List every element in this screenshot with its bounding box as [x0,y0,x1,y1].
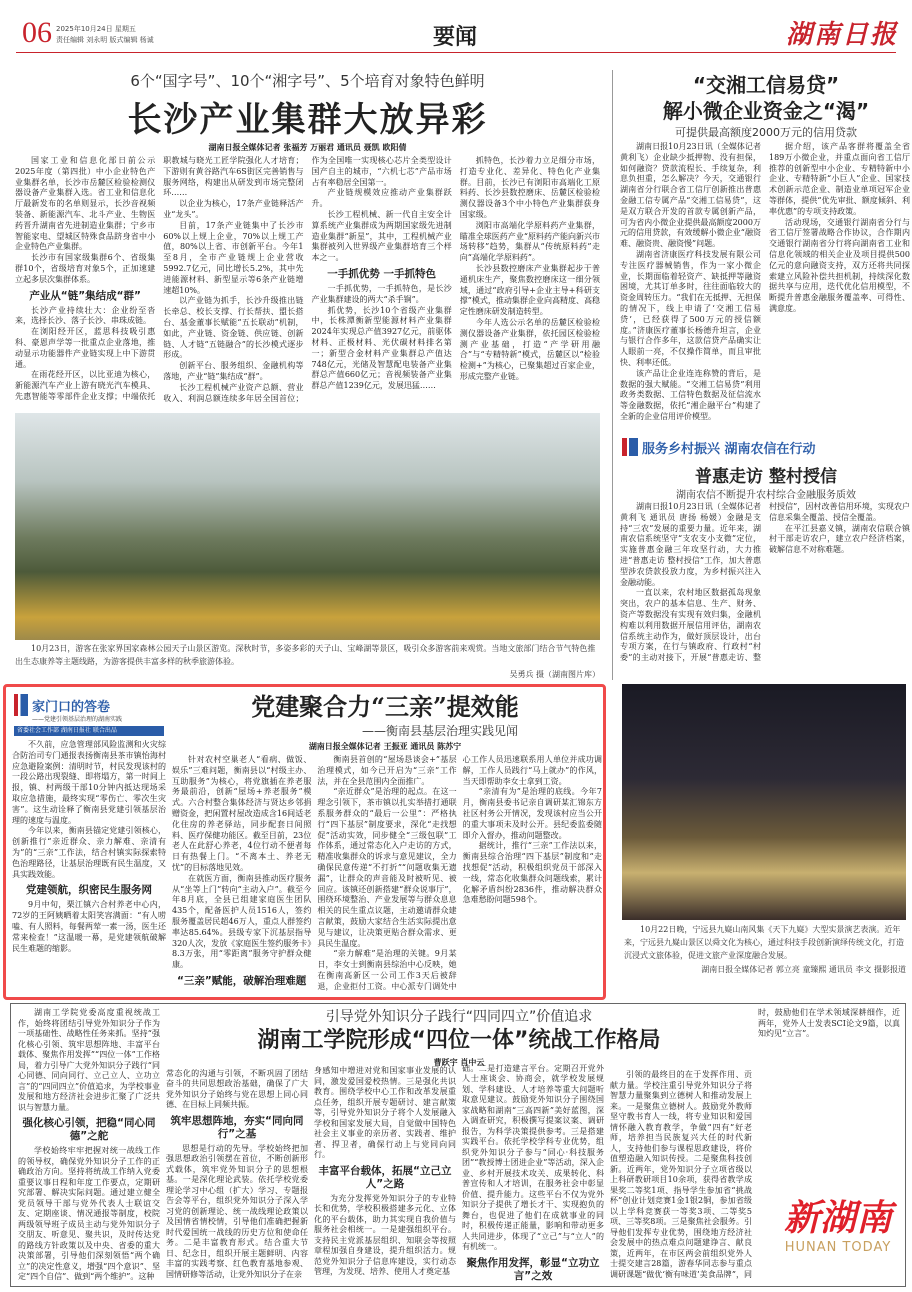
paragraph: “亲清有为”是治理的底线。今年7月，衡南县委书记亲自调研某汇锦东方社区村务公开情况，发现该村应当公开的重大事项未及时公开。县纪委监委随即介入督办，推动问题整改。 [462,787,602,840]
paragraph: 产业链规模效应推动产业集群跃升。 [311,188,452,209]
paragraph: 抓优势，长沙10个省级产业集群中，长株潭衡新型能源材料产业集群2024年实现总产值3927亿元，前驱体材料、正极材料、光伏碳材料排名第一；新型合金材料产业集群总产值达748亿元，光储及智慧配电装备产业集群总产值660亿元；音视频装备产业集群总产值1239亿元，发展迅猛…… [311,305,452,391]
top-headline: 长沙产业集群大放异彩 [127,100,488,140]
photo2-credit: 湖南日报全媒体记者 郭立亮 童臻熙 通讯员 李文 摄影报道 [701,965,906,974]
subheading: 筑牢思想阵地，夯实“同向同行”之基 [170,1114,304,1140]
logo-title: 家门口的答卷 [32,699,111,715]
paragraph: 长沙工程机械、新一代自主安全计算系统产业集群成为两期国家级先进制造业集群“新星”，其中，工程机械产业集群被列入世界级产业集群培育三个样本之一。 [311,209,452,263]
section-title: 要闻 [432,24,477,50]
top-body [15,156,600,410]
paragraph: 据统计，推行“三亲”工作法以来，衡南县综合治理“四下基层”制度和“走找想促”活动，积极组织党员干部深入一线，常态化收集群众问题线索，累计化解矛盾纠纷2836件，推动解决群众急难愁盼问题598个。 [462,841,602,905]
paragraph: 一手抓优势，一手抓特色，是长沙产业集群建设的两大“杀手锏”。 [311,283,452,304]
subheading: 一手抓优势 一手抓特色 [327,267,436,280]
paragraph: “亲力解难”是治理的关键。9月某日，李女士到衡南县综治中心反映，她在衡南高新区一公司工作3天后被辞退，企业拒付工资。中心派专门调处中心工作人员迅速联系用人单位并成功调解，工作人员践行“马上就办”的作风，当天即帮助李女士拿到工资。 [317,755,602,991]
paragraph: 浏阳市高端化学原料药产业集群，瞄准全球医药产业“原料药产能向新兴市场转移”趋势，集群从“传统原料药”走向“高端化学原料药”。 [459,220,600,263]
paragraph: 创新平台、服务组织、金融机构等落地，产业“链”集结成“群”。 [163,361,304,381]
jiuyi-performance-photo [622,684,906,920]
paragraph: 目前，17条产业链集中了长沙市60%以上规上企业，70%以上规工产值，80%以上省、市创新平台。今年1至8月，全市产业链规上企业营收5992.7亿元，同比增长5.2%，其中先进能源材料、新型显示等6条产业链增速超10%。 [163,220,304,295]
rural-banner [622,436,910,458]
paragraph: 9月中旬，栗江镇六合村养老中心内，72岁的王阿姨晒着太阳笑容满面：“有人唠嗑、有人照料，每餐两荤一素一汤，医生还常来检查！”这温暖一幕，是党建领航破解民生难题的缩影。 [12,900,166,953]
paragraph: 在平江县嘉义镇，湖南农信联合镇村干部走访农户，建立农户经济档案，破解信息不对称难题。 [769,523,910,555]
paragraph: 今年人选公示名单的岳麓区检验检测仪器设备产业集群，依托园区检验检测产业基础，打造“产学研用融合”与“专精特新”模式，岳麓区以“检验检测+”为核心，已聚集超过百家企业，形成完整产业链。 [459,317,600,381]
paragraph: 在浏阳经开区，蓝思科技吸引惠科、豪恩声学等一批重点企业落地，推动显示功能器件产业链实现上中下游贯通。 [15,327,156,369]
paragraph: 一直以来，农村地区数据孤岛现象突出，农户的基本信息、生产、财务、资产等数据没有实现有效归集，金融机构难以利用数据开展信用评估，湖南农信系统主动作为，做好顶层设计，出台专项方案，在行与镇政府、行政村“村委”的主动对接下，开展“普惠走访、整村授信”，因村改善信用环境，实现农户信息采集全覆盖、授信全覆盖。 [620,502,910,663]
paragraph: 国家工业和信息化部日前公示2025年度（第四批）中小企业特色产业集群名单，长沙市岳麓区检验检测仪器设备产业集群入选。省工业和信息化厅最新发布的名单则显示，长沙音视频装备、新能源汽车、北斗产业、生物医药晋升湖南省先进制造业集群；宁乡市智能家电、望城区特殊食品跻身省中小企业特色产业集群。 [15,156,156,252]
paragraph: 抓特色，长沙着力立足细分市场，打造专业化、差异化、特色化产业集群。目前，长沙已有浏阳市高端化工原料药、长沙县数控磨床、岳麓区检验检测仪器设备3个中小特色产业集群获身国家级。 [459,156,600,219]
paragraph: 衡南县首创的“屋场恳谈会+”基层治理模式，如今已开启为“三亲”工作法，并在全县范围内全面推广。 [317,755,457,786]
right-headline [620,72,912,124]
feature-subtitle: ——衡南县基层治理实践见闻 [361,724,518,738]
paragraph: 以企业为核心，17条产业链释活产业“龙头”。 [163,199,304,219]
feature-intro [12,740,166,954]
paragraph: 引领的最终目的在于发挥作用、贡献力量。学校注重引导党外知识分子将智慧力量聚集到立德树人和推动发展上来。一是聚焦立德树人。鼓励党外教师坚守教书育人一线，将专业知识和爱国情怀融入教育教学，争做“四有”好老师，培养担当民族复兴大任的时代新人，支持他们参与课程思政建设，将价值塑造融入知识传授。二是聚焦科技创新。近两年，党外知识分子立项省级以上科研教研项目10余项，获得省教学成果奖二等奖1项、指导学生参加省“挑战杯”创业计划竞赛1金1银2铜，参加省级以上学科竞赛获一等奖3项、二等奖5项、三等奖8项。三是聚焦社会服务。引导他们发挥专业优势，围绕地方经济社会发展中的热点难点问题建诤言、献良策，近两年，在市区两会前组织党外人士提交建言28篇，游春华同志参与重点调研课题“做优‘衡有味道’美食品牌”，同时，鼓励他们在学术领域深耕细作，近两年，党外人士发表SCI论文9篇，以真知灼见“立言”。 [610,1008,900,1279]
subheading: “三亲”赋能，破解治理难题 [177,974,307,987]
logo-org: 省委社会工作部 湖南日报社 联合出品 [14,726,164,736]
paragraph: 活动现场，交通银行湖南省分行与省工信厅签署战略合作协议，合作期内交通银行湖南省分行将向湖南省工业和信息化领域的相关企业及项目提供500亿元的意向融资支持，双方还将共同探索建立风险补偿共担机制，持续深化数据共享与应用，迭代优化信用模型，不断提升普惠金融服务覆盖率、可得性、满意度。 [769,217,910,313]
bottom-headline: 湖南工学院形成“四位一体”统战工作格局 [257,1028,661,1053]
feature-logo-icon [14,694,28,716]
paragraph: 为充分发挥党外知识分子的专业特长和优势，学校积极搭建多元化、立体化的平台载体，助力其实现自我价值与服务社会相统一。一是建强组织平台。支持民主党派基层组织、知联会等按照章程加强自身建设，提升组织活力。规范党外知识分子信息库建设，实行动态管理，为发现、培养、使用人才奠定基 础。二是打造建言平台。定期召开党外人士座谈会、协商会，就学校发展规划、学科建设、人才培养等重大问题听取意见建议。鼓励党外知识分子围绕国家战略和湖南“三高四新”美好蓝图，深入调查研究，积极撰写提案议案、调研报告，为科学决策提供参考。三是搭建实践平台。依托学校学科专业优势，组织党外知识分子参与“同心·科技服务团”“教授博士团进企业”等活动，深入企业、乡村开展技术攻关、成果转化、科普宣传和人才培训，在服务社会中彰显价值、提升能力。这些平台不仅为党外知识分子提供了增长才干、实现抱负的舞台，也促进了他们在成就事业的同时，积极传递正能量，影响和带动更多人共同进步，体现了“立己”与“立人”的有机统一。 [314,1008,604,1284]
paragraph: 不久前，应急管理部风险监测和火灾综合防治司专门通报表扬衡南县茶市镇怡海村应急避险案例：清明时节，村民发现该村的一段公路出现裂缝、即将塌方，第一时间上报，镇、村两级干部10分钟内抵达现场采取应急措施，最终实现“零伤亡、零次生灾害”。这生动诠释了衡南县党建引领基层治理的速度与温度。 [12,740,166,825]
right-subtitle: 可提供最高额度2000万元的信用贷款 [675,126,857,139]
paragraph: 湖南省济康医疗科技发展有限公司专注医疗器械销售，作为一家小微企业，长期面临着轻资产、缺抵押等融资困境，尤其订单多时，往往面临较大的资金周转压力。“我们在无抵押、无担保的情况下，线上申请了‘交湘工信易贷’，已经获得了500万元的授信额度。”济康医疗董事长杨德升坦言，企业与银行合作多年，这款信贷产品确实让人眼前一亮，不仅操作简单，而且审批快、利率还低。 [620,249,761,367]
photo2-caption: 10月22日晚，宁远县九嶷山南风集《天下九嶷》大型实景演艺表演。近年来，宁远县九嶷山景区以舜文化为核心，通过科技手段创新演绎传统文化，打造沉浸式文旅体验，促进文旅产业深度融合发展。 [624,925,904,960]
paragraph: 长沙县数控磨床产业集群起步于普通机床生产，聚焦数控磨床这一细分领域，通过“政府引导+企业主导+科研支撑”模式，推动集群企业向高精度、高稳定性磨床研发制造转型。 [459,263,600,317]
logo-subtitle: ——党建引领基层治理的湖南实践 [32,716,123,723]
banner-logo-icon [622,438,638,456]
editors: 责任编辑 刘永明 版式编辑 杨诚 [56,36,154,44]
feature-byline: 湖南日报全媒体记者 王振亚 通讯员 陈苏宁 [308,742,462,751]
header-meta [56,24,154,46]
subheading: 聚焦作用发挥，彰显“立功立言”之效 [466,1256,600,1282]
photo-credit: 吴勇兵 摄（湖南图片库） [509,670,600,679]
column-divider [612,70,613,680]
paragraph: 针对农村空巢老人“看病、做饭、娱乐”三难问题，衡南县以“村级主办、互助服务”为核心，将党旗插在养老服务最前沿，创新“屋场+养老服务”模式。六合村整合集体经济与贤达乡邻捐赠资金，把闲置村屋改造成含16间适老化住房的养老驿站，同步配套日间照料、医疗保健功能区。截至目前，23位老人在此舒心养老，4位行动不便者每日有热餐上门。“不离本土、养老无忧”的目标落地见效。 [172,755,312,872]
watermark-logo: 新湖南 [783,1197,892,1239]
tianzi-mountain-photo [15,413,600,640]
page-number: 06 [22,16,52,49]
paragraph: 长沙产业持续壮大：企业纷至沓来，选择长沙、落子长沙、串珠成链。 [15,305,156,326]
top-byline: 湖南日报全媒体记者 张福芳 万丽君 通讯员 聂凯 欧阳倩 [208,143,407,152]
banner-text: 服务乡村振兴 湖南农信在行动 [642,441,816,457]
rural-body [620,502,910,680]
watermark-sub: HUNAN TODAY [784,1240,892,1255]
paragraph: “亲近群众”是治理的起点。在这一理念引领下，茶市镇以扎实举措打通联系服务群众的“最后一公里”：严格执行“四下基层”制度要求，深化“走找想促”活动实效，同步健全“三级包联”工作体系，通过常态化入户走访的方式，精准收集群众的诉求与意见建议，全力确保民意传递“不打折”“问题收集无遗漏”，让群众的声音能及时被听见、被回应。该镇还创新搭建“群众说事厅”，围绕环境整治、产业发展等与群众息息相关的民生重点议题，主动邀请群众建言献策，鼓励大家结合生活实际提出意见与建议，让决策更贴合群众需求、更具民生温度。 [317,787,457,948]
paragraph: 湖南日报10月23日讯（全媒体记者 黄利飞 通讯员 唐扬 杨媛）金融是支持“三农”发展的重要力量。近年来，湖南农信系统坚守“支农支小支微”定位，实施普惠金融三年攻坚行动，大力推进“普惠走访 整村授信”工作，加大普惠型涉农贷款投放力度，为乡村振兴注入金融动能。 [620,502,761,587]
header-rule [16,52,896,53]
rural-subtitle: 湖南农信不断提升农村综合金融服务质效 [676,490,856,501]
paragraph: 长沙市有国家级集群6个、省级集群10个，省级培育对象5个，正加速建立起多层次集群体系。 [15,253,156,284]
rural-headline: 普惠走访 整村授信 [695,467,837,487]
subheading: 丰富平台载体，拓展“立己立人”之路 [318,1164,452,1190]
paragraph: 学校始终牢牢把握对统一战线工作的领导权，确保党外知识分子工作的正确政治方向。坚持将统战工作纳入党委重要议事日程和年度工作要点，定期研究部署、解决实际问题。通过建立健全党员领导干部与党外代表人士联谊交友、定期座谈、情况通报等制度，校院两级领导班子成员主动与党外知识分子交朋友、听意见、聚共识，及时传达党的路线方针政策以及中央、省委的重大决策部署，引导他们深刻领悟“两个确立”的决定性意义，增强“四个意识”、坚定“四个自信”、做到“两个维护”。这种 常态化的沟通与引领，不断巩固了团结奋斗的共同思想政治基础，确保了广大党外知识分子始终与党在思想上同心同德、在目标上同频共振。 [18,1008,308,1284]
paragraph: 今年以来，衡南县锚定党建引领核心，创新推行“亲近群众、亲力解难、亲清有为”的“三亲”工作法，结合村镇实际探索特色治理路径，让基层治理既有民生温度，又具实践效能。 [12,826,166,879]
top-kicker: 6个“国字号”、10个“湘字号”、5个培育对象特色鲜明 [130,72,485,90]
bottom-flow [18,1008,900,1284]
paragraph: 该产品让企业连连称赞的背后，是数据的强大赋能。“交湘工信易贷”利用政务类数据、工信特色数据及征信流水等金融数据，依托“湘企融平台”构建了全新的企业信用评价模型。 [620,368,761,421]
bottom-byline: 曹跃宇 肖中云 [433,1058,485,1067]
subheading: 强化核心引领，把稳“同心同德”之舵 [22,1117,156,1142]
paragraph: 湖南工学院党委高度重视统战工作，始终将团结引导党外知识分子作为一项基础性、战略性任务来抓。坚持“强化核心引领、筑牢思想阵地、丰富平台载体、聚焦作用发挥”“四位一体”工作格局，着力引导广大党外知识分子践行“同心同德、同向同行、立己立人、立功立言”的“四同四立”价值追求，为学校事业发展和地方经济社会进步汇聚了广泛共识与智慧力量。 [18,1008,160,1112]
headline-line: 解小微企业资金之“渴” [662,99,870,123]
newspaper-logo: 湖南日报 [785,20,898,50]
right-body [620,142,910,432]
paragraph: 以产业链为抓手，长沙升级推出链长牵总、校长支撑、行长帮扶、盟长搭台、基金董事长赋能“五长联动”机制，如此，产业链、资金链、供应链、创新链、人才链“五链融合”的长沙模式逐步形成。 [163,296,304,360]
feature-logo [14,694,164,736]
paragraph: 据介绍，该产品客群将覆盖全省189万小微企业，并重点面向省工信厅推荐的创新型中小企业、专精特新中小企业、专精特新“小巨人”企业、国家技术创新示范企业、制造业单项冠军企业等群体，提供“优先审批、额度倾斜、利率优惠”的专项支持政策。 [769,142,910,216]
paragraph: 思想是行动的先导。学校始终把加强思想政治引领摆在首位，不断创新形式载体，筑牢党外知识分子的思想根基。一是深化理论武装。依托学校党委理论学习中心组（扩大）学习、专题报告会等平台，组织党外知识分子深入学习党的创新理论、统一战线理论政策以及国情省情校情，引导他们准确把握新时代爱国统一战线的历史方位和使命任务。二是丰富教育形式。结合重大节日、纪念日，组织开展主题鲜明、内容丰富的实践考察、红色教育基地参观、国情研修等活动，让党外知识分子在亲 身感知中增进对党和国家事业发展的认同，激发爱国爱校热情。三是强化共识教育。围绕学校中心工作和改革发展重点任务，组织开展专题研讨、建言献策等，引导党外知识分子将个人发展融入学校和国家发展大局，自觉做中国特色社会主义事业的亲历者、实践者、维护者、捍卫者，确保行动上与党同向同行。 [166,1008,456,1284]
headline-gap [610,1008,752,1070]
subheading: 产业从“链”集结成“群” [29,289,141,302]
issue-date: 2025年10月24日 星期五 [56,25,136,33]
paragraph: 长沙工程机械产业资产总额、营业收入、利润总额连续多年居全国首位；作为全国唯一实现核心芯片全类型设计国产自主的城市，“六机七芯”产品市场占有率稳居全国第一。 [163,156,452,403]
paragraph: 在雨花经开区，以比亚迪为核心，新能源汽车产业上游有晓光汽车模具、先惠智能等零部件企业支撑；中端依托职教城与晓光工匠学院强化人才培育；下游则有黄谷路汽车6S街区完善销售与服务网络，构建出从研发到市场完整闭环…… [15,156,304,401]
feature-headline: 党建聚合力“三亲”提效能 [251,692,519,721]
headline-line: “交湘工信易贷” [692,73,840,97]
paragraph: 湖南日报10月23日讯（全媒体记者 黄利飞）企业缺少抵押物、没有担保，如何融资？贷款流程长、手续复杂，利息负担重，怎么解决？今天，交通银行湖南省分行联合省工信厅创新推出普惠金融工信专属产品“交湘工信易贷”，这是双方联合开发的首款专属创新产品，可为省内小微企业提供最高额度2000万元的信用贷款，有效缓解小微企业“融资难、融资贵、融资慢”问题。 [620,142,761,249]
paragraph: 在就医方面，衡南县推动医疗服务从“坐等上门”转向“主动入户”。截至今年8月底，全县已组建家庭医生团队435个，配备医护人员1516人，签约服务覆盖居民超46万人，重点人群签约率达85.64%。县级专家下沉基层指导320人次，发放《家庭医生签约服务卡》8.3万张，用“零距离”服务守护群众健康。 [172,873,312,970]
subheading: 党建领航，织密民生服务网 [26,884,152,897]
photo-caption: 10月23日，游客在张家界国家森林公园天子山景区游览。深秋时节，多姿多彩的天子山、宝峰湖等景区，吸引众多游客前来观赏。当地文旅部门结合节气特色推出生态康养等主题线路，为游客提供丰富多样的秋季旅游体验。 [15,644,596,666]
feature-body [172,755,602,995]
bottom-kicker: 引导党外知识分子践行“四同四立”价值追求 [325,1009,593,1025]
